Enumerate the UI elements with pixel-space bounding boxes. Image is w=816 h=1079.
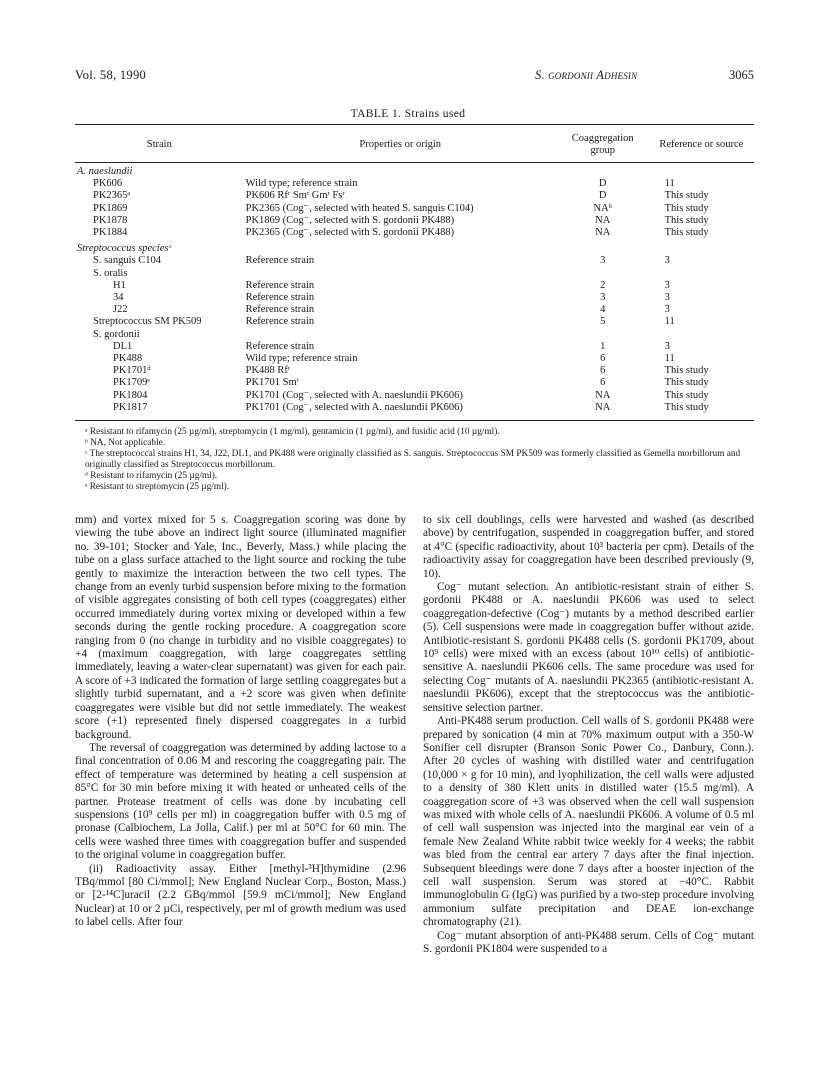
right-paragraph-3: Anti-PK488 serum production. Cell walls of S. gordonii PK488 were prepared by sonication (4 min at 70% maximum output with a 350-W Sonifier cell disrupter (Branson Sonic Power Co., Danbury, Conn.). After 20 cycles of washing with distilled water and centrifugation (10,000 × g for 10 min), and lyophilization, the cell walls were adjusted to a density of 380 Klett units in distilled water (15.5 mg/ml). A coaggregation score of +3 was observed when the cell wall suspension was mixed with whole cells of A. naeslundii PK606. A volume of 0.5 ml of cell wall suspension was injected into the marginal ear vein of a female New Zealand White rabbit twice weekly for 4 weeks; the rabbit was bled from the central ear artery 7 days after the final injection. Subsequent bleedings were done 7 days after a booster injection of the cell wall suspension. Serum was stored at −40°C. Rabbit immunoglobulin G (IgG) was purified by a two-step procedure involving ammonium sulfate precipitation and DEAE ion-exchange chromatography (21). xyxy=(423,715,754,929)
properties-cell: PK1701 Smʳ xyxy=(245,377,299,389)
reference-cell: 3 xyxy=(664,279,670,291)
reference-cell xyxy=(649,329,754,341)
left-column xyxy=(75,514,406,930)
table-row xyxy=(75,304,754,316)
table-row xyxy=(75,365,754,377)
properties-cell: PK2365 (Cog⁻, selected with heated S. sanguis C104) xyxy=(245,202,474,214)
page-number: 3065 xyxy=(729,68,754,82)
coaggregation-group-cell: NA xyxy=(595,214,611,226)
coaggregation-group-cell: NA xyxy=(595,389,611,401)
table-row xyxy=(75,178,754,190)
strain-cell: PK2365ᵃ xyxy=(93,190,131,202)
properties-cell: Reference strain xyxy=(245,340,315,352)
table-row xyxy=(75,268,754,280)
properties-cell xyxy=(244,329,557,341)
strain-cell: S. gordonii xyxy=(93,328,140,340)
strain-cell: PK1884 xyxy=(93,227,128,239)
properties-cell: PK1701 (Cog⁻, selected with A. naeslundii PK606) xyxy=(245,401,463,413)
table-row xyxy=(75,341,754,353)
reference-cell: This study xyxy=(664,214,709,226)
footnote: ᶜ The streptococcal strains H1, 34, J22, DL1, and PK488 were originally classified as S. sanguis. Streptococcus SM PK509 was formerly classified as Gemella morbillorum and originally classified as Streptococcus morbillorum. xyxy=(85,449,741,470)
properties-cell: PK488 Rfʳ xyxy=(245,365,291,377)
strain-cell: PK1878 xyxy=(93,214,128,226)
table-row xyxy=(75,190,754,202)
volume-label: Vol. 58, 1990 xyxy=(75,68,147,82)
strain-cell: 34 xyxy=(113,292,124,304)
coaggregation-group-cell: 2 xyxy=(600,279,606,291)
strain-cell: PK606 xyxy=(93,178,123,190)
strain-cell: H1 xyxy=(113,279,126,291)
reference-cell xyxy=(649,268,754,280)
coaggregation-group-cell: 5 xyxy=(600,316,606,328)
strain-cell: S. sanguis C104 xyxy=(93,255,161,267)
coaggregation-group-cell xyxy=(557,329,649,341)
properties-cell: PK1701 (Cog⁻, selected with A. naeslundii PK606) xyxy=(245,389,463,401)
strain-cell: J22 xyxy=(113,304,128,316)
table-row xyxy=(75,377,754,389)
table-bottom-rule xyxy=(75,420,754,421)
table-row xyxy=(75,203,754,215)
running-title: S. gordonii Adhesin xyxy=(535,68,638,82)
table-row xyxy=(75,329,754,341)
strains-table xyxy=(75,126,754,414)
table-row xyxy=(75,255,754,267)
footnote: ᵃ Resistant to rifamycin (25 µg/ml), streptomycin (1 mg/ml), gentamicin (1 µg/ml), and fusidic acid (10 µg/ml). xyxy=(85,427,500,437)
reference-cell: 3 xyxy=(664,292,670,304)
properties-cell xyxy=(244,268,557,280)
table-section-heading xyxy=(75,239,754,255)
reference-cell: This study xyxy=(664,202,709,214)
header-coaggregation-group: Coaggregation group xyxy=(571,132,634,156)
footnote: ᵈ Resistant to rifamycin (25 µg/ml). xyxy=(85,471,218,481)
footnote: ᵇ NA, Not applicable. xyxy=(85,438,166,448)
properties-cell: PK1869 (Cog⁻, selected with S. gordonii PK488) xyxy=(245,214,455,226)
coaggregation-group-cell: NAᵇ xyxy=(593,202,612,214)
table-section-heading xyxy=(75,164,754,178)
reference-cell: This study xyxy=(664,389,709,401)
coaggregation-group-cell xyxy=(557,268,649,280)
strain-cell: Streptococcus SM PK509 xyxy=(93,316,202,328)
coaggregation-group-cell: D xyxy=(598,190,607,202)
header-strain: Strain xyxy=(146,138,172,150)
coaggregation-group-cell: NA xyxy=(595,401,611,413)
reference-cell: This study xyxy=(664,227,709,239)
reference-cell: This study xyxy=(664,365,709,377)
table-row xyxy=(75,280,754,292)
properties-cell: Reference strain xyxy=(245,255,315,267)
coaggregation-group-cell: NA xyxy=(595,227,611,239)
right-paragraph-1: to six cell doublings, cells were harvested and washed (as described above) by centrifugation, suspended in coaggregation buffer, and stored at 4°C (specific radioactivity, about 10³ bacteria per cpm). Details of the radioactivity assay for coaggregation have been described previously (9, 10). xyxy=(423,514,754,580)
right-paragraph-4: Cog⁻ mutant absorption of anti-PK488 serum. Cells of Cog⁻ mutant S. gordonii PK1804 were suspended to a xyxy=(423,929,754,955)
running-head xyxy=(75,68,754,84)
properties-cell: Reference strain xyxy=(245,316,315,328)
reference-cell: 3 xyxy=(664,304,670,316)
reference-cell: 11 xyxy=(664,178,675,190)
strain-cell: PK1869 xyxy=(93,202,128,214)
properties-cell: Wild type; reference strain xyxy=(245,353,358,365)
reference-cell: This study xyxy=(664,401,709,413)
table-header-rule xyxy=(75,162,754,163)
table-row xyxy=(75,353,754,365)
strain-cell: PK488 xyxy=(113,353,143,365)
table-top-rule xyxy=(75,124,754,125)
left-paragraph-3: (ii) Radioactivity assay. Either [methyl-³H]thymidine (2.96 TBq/mmol [80 Ci/mmol]; New England Nuclear Corp., Boston, Mass.) or [2-¹⁴C]uracil (2.2 GBq/mmol [59.9 mCi/mmol]; New England Nuclear) at 10 or 2 µCi, respectively, per ml of growth medium was used to label cells. After four xyxy=(75,862,406,929)
reference-cell: 11 xyxy=(664,316,675,328)
strain-cell: DL1 xyxy=(113,340,133,352)
reference-cell: 3 xyxy=(664,340,670,352)
reference-cell: This study xyxy=(664,190,709,202)
properties-cell: Reference strain xyxy=(245,304,315,316)
strain-cell: S. oralis xyxy=(93,267,128,279)
header-reference: Reference or source xyxy=(659,138,744,150)
section-heading-cell: Streptococcus speciesᶜ xyxy=(77,243,172,255)
left-paragraph-1: mm) and vortex mixed for 5 s. Coaggregation scoring was done by viewing the tube above an indirect light source (illuminated magnifier no. 39-101; Stocker and Yale, Inc., Beverly, Mass.) while placing the tube on a glass surface attached to the light source and rocking the tube gently to maximize the interaction between the two cell types. The change from an evenly turbid suspension before mixing to the formation of visible aggregates consisting of both cell types (coaggregates) either occurred immediately during vortex mixing or developed within a few seconds during the gentle rocking procedure. A coaggregation score ranging from 0 (no change in turbidity and no visible coaggregates) to +4 (maximum coaggregation, with large coaggregates settling immediately, leaving a water-clear supernatant) was given for each pair. A score of +3 indicated the formation of large settling coaggregates but a slightly turbid supernatant, and a +2 score was given when definite coaggregates were visible but did not settle immediately. The weakest score (+1) represented finely dispersed coaggregates in a turbid background. xyxy=(75,514,406,741)
reference-cell: 3 xyxy=(664,255,670,267)
coaggregation-group-cell: 3 xyxy=(600,255,606,267)
table-body xyxy=(75,164,754,414)
strain-cell: PK1709ᵉ xyxy=(113,377,151,389)
coaggregation-group-cell: D xyxy=(598,178,607,190)
table-footnotes xyxy=(75,427,754,493)
coaggregation-group-cell: 6 xyxy=(600,377,606,389)
strain-cell: PK1701ᵈ xyxy=(113,365,151,377)
table-row xyxy=(75,390,754,402)
table-header-row xyxy=(75,126,754,164)
table-title: TABLE 1. Strains used xyxy=(350,108,466,120)
strain-cell: PK1817 xyxy=(113,401,148,413)
table-row xyxy=(75,227,754,239)
coaggregation-group-cell: 6 xyxy=(600,365,606,377)
right-paragraph-2: Cog⁻ mutant selection. An antibiotic-resistant strain of either S. gordonii PK488 or A. naeslundii PK606 was used to select coaggregation-defective (Cog⁻) mutants by a method described earlier (5). Cell suspensions were made in coaggregation buffer without azide. Antibiotic-resistant S. gordonii PK488 cells (S. gordonii PK1709, about 10⁹ cells) were mixed with an excess (about 10¹⁰ cells) of antibiotic-sensitive A. naeslundii PK606 cells. The same procedure was used for selecting Cog⁻ mutants of A. naeslundii PK2365 (antibiotic-resistant A. naeslundii PK606), except that the streptococcus was the antibiotic-sensitive selection partner. xyxy=(423,581,754,714)
properties-cell: Wild type; reference strain xyxy=(245,178,358,190)
properties-cell: Reference strain xyxy=(245,279,315,291)
reference-cell: 11 xyxy=(664,353,675,365)
table-row xyxy=(75,402,754,414)
footnote: ᵉ Resistant to streptomycin (25 µg/ml). xyxy=(85,482,230,492)
left-paragraph-2: The reversal of coaggregation was determined by adding lactose to a final concentration of 0.06 M and rescoring the coaggregating pair. The effect of temperature was determined by heating a cell suspension at 85°C for 30 min before mixing it with heated or unheated cells of the partner. Protease treatment of cells was done by incubating cell suspensions (10⁹ cells per ml) in coaggregation buffer with 0.5 mg of pronase (Calbiochem, La Jolla, Calif.) per ml at 50°C for 60 min. The cells were washed three times with coaggregation buffer and suspended to the original volume in coaggregation buffer. xyxy=(75,741,406,862)
table-row xyxy=(75,215,754,227)
table-row xyxy=(75,316,754,328)
coaggregation-group-cell: 3 xyxy=(600,292,606,304)
table-row xyxy=(75,292,754,304)
properties-cell: Reference strain xyxy=(245,292,315,304)
coaggregation-group-cell: 6 xyxy=(600,353,606,365)
properties-cell: PK2365 (Cog⁻, selected with S. gordonii PK488) xyxy=(245,227,455,239)
reference-cell: This study xyxy=(664,377,709,389)
coaggregation-group-cell: 4 xyxy=(600,304,606,316)
header-properties: Properties or origin xyxy=(359,138,442,150)
properties-cell: PK606 Rfʳ Smʳ Gmʳ Fsʳ xyxy=(245,190,345,202)
coaggregation-group-cell: 1 xyxy=(600,340,606,352)
strain-cell: PK1804 xyxy=(113,389,148,401)
right-column xyxy=(423,514,754,956)
section-heading-cell: A. naeslundii xyxy=(77,166,133,177)
